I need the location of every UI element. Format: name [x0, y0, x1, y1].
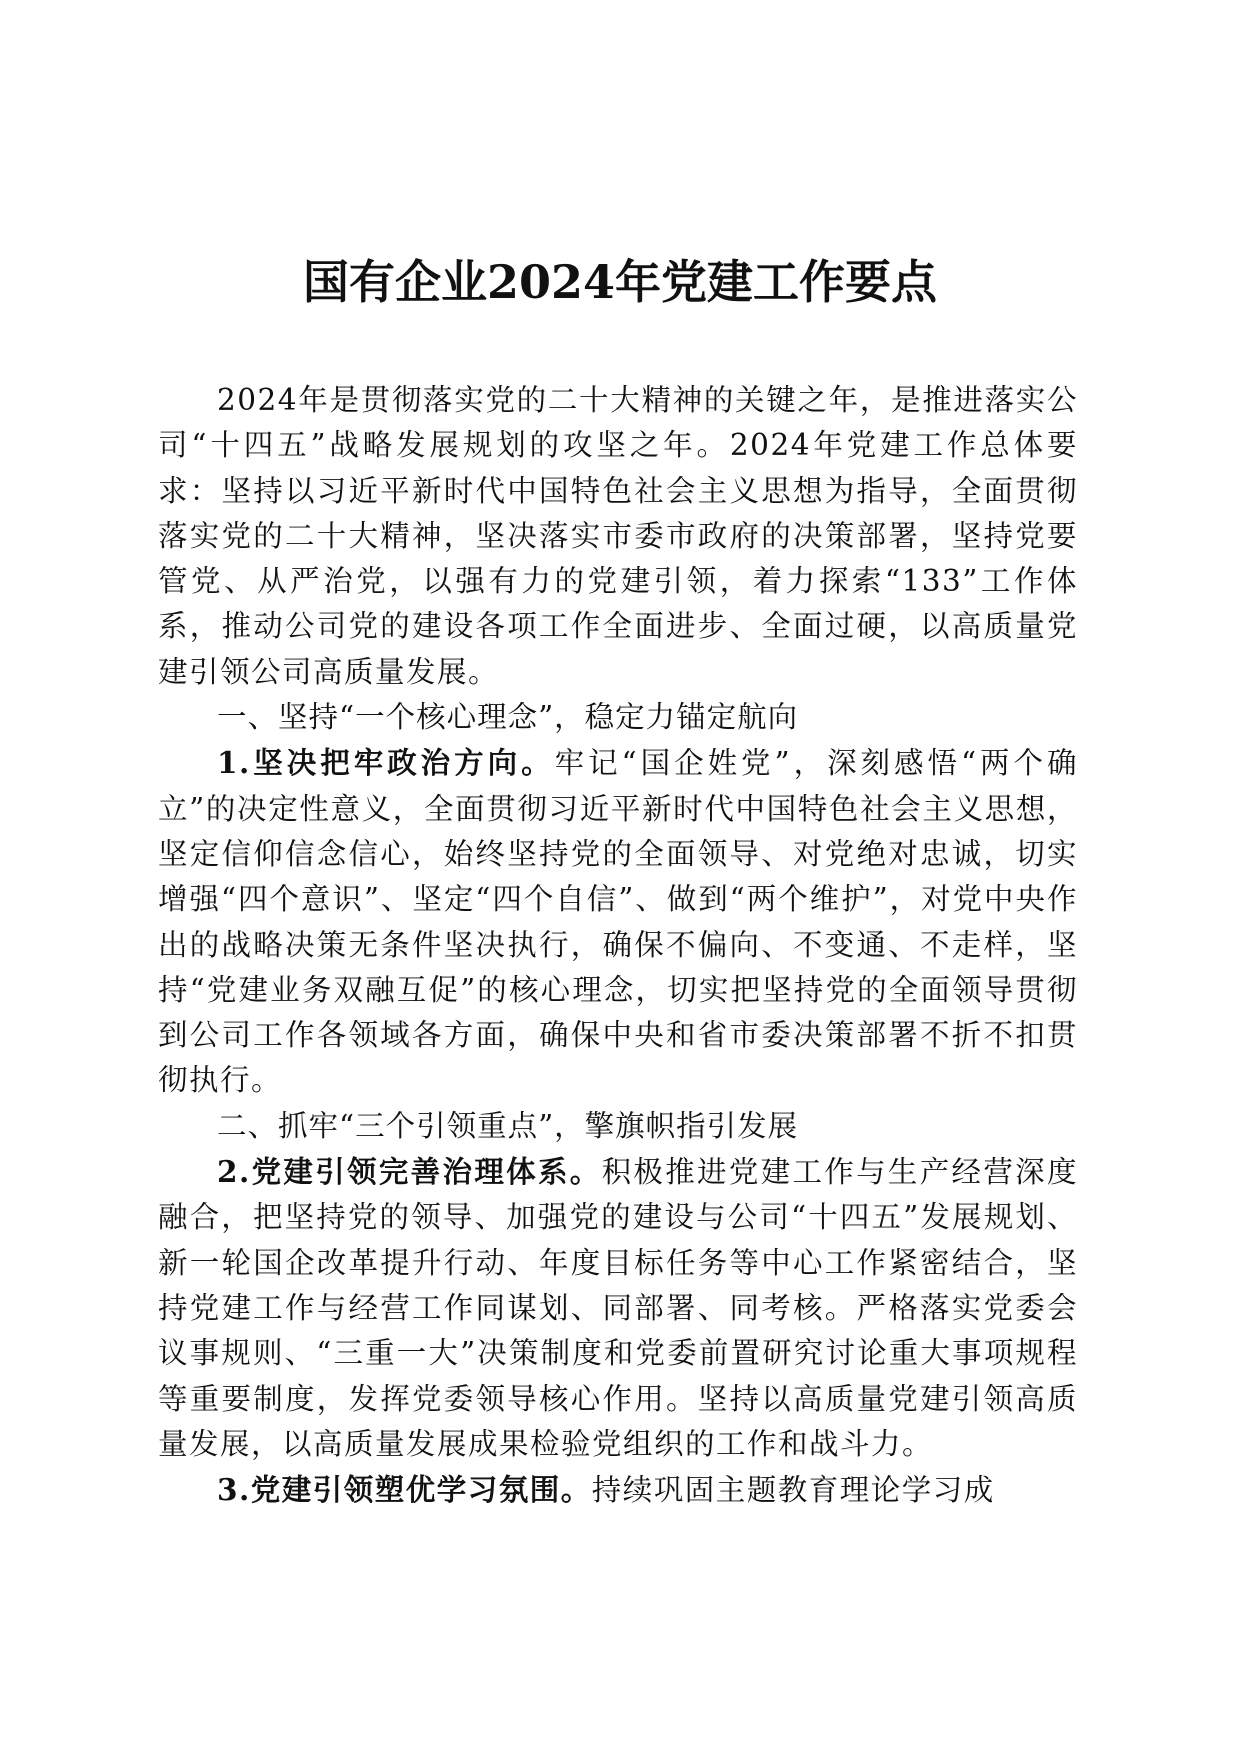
item-text-1: 牢记“国企姓党”，深刻感悟“两个确立”的决定性意义，全面贯彻习近平新时代中国特色社会主义思想，坚定信仰信念信心，始终坚持党的全面领导、对党绝对忠诚，切实增强“四个意识”、坚定“四个自信”、做到“两个维护”，对党中央作出的战略决策无条件坚决执行，确保不偏向、不变通、不走样，坚持“党建业务双融互促”的核心理念，切实把坚持党的全面领导贯彻到公司工作各领域各方面，确保中央和省市委决策部署不折不扣贯彻执行。	[158, 746, 1079, 1098]
section-heading-2: 二、抓牢“三个引领重点”，擎旗帜指引发展	[217, 1108, 799, 1143]
document-title: 国有企业2024年党建工作要点	[302, 255, 938, 309]
intro-paragraph: 2024年是贯彻落实党的二十大精神的关键之年，是推进落实公司“十四五”战略发展规划的攻坚之年。2024年党建工作总体要求：坚持以习近平新时代中国特色社会主义思想为指导，全面贯彻落实党的二十大精神，坚决落实市委市政府的决策部署，坚持党要管党、从严治党，以强有力的党建引领，着力探索“133”工作体系，推动公司党的建设各项工作全面进步、全面过硬，以高质量党建引领公司高质量发展。	[158, 383, 1078, 689]
document-body	[158, 378, 1078, 1513]
item-paragraph-1	[158, 740, 1078, 1103]
item-lead-1: 1.坚决把牢政治方向。	[217, 745, 555, 781]
item-lead-3: 3.党建引领塑优学习氛围。	[217, 1472, 592, 1508]
item-paragraph-2	[158, 1149, 1078, 1467]
section-heading-1: 一、坚持“一个核心理念”，稳定力锚定航向	[217, 700, 799, 735]
item-text-3: 持续巩固主题教育理论学习成	[591, 1473, 995, 1508]
item-text-2: 积极推进党建工作与生产经营深度融合，把坚持党的领导、加强党的建设与公司“十四五”发展规划、新一轮国企改革提升行动、年度目标任务等中心工作紧密结合，坚持党建工作与经营工作同谋划、同部署、同考核。严格落实党委会议事规则、“三重一大”决策制度和党委前置研究讨论重大事项规程等重要制度，发挥党委领导核心作用。坚持以高质量党建引领高质量发展，以高质量发展成果检验党组织的工作和战斗力。	[158, 1155, 1078, 1461]
item-lead-2: 2.党建引领完善治理体系。	[217, 1154, 602, 1190]
item-paragraph-3	[158, 1467, 1078, 1513]
